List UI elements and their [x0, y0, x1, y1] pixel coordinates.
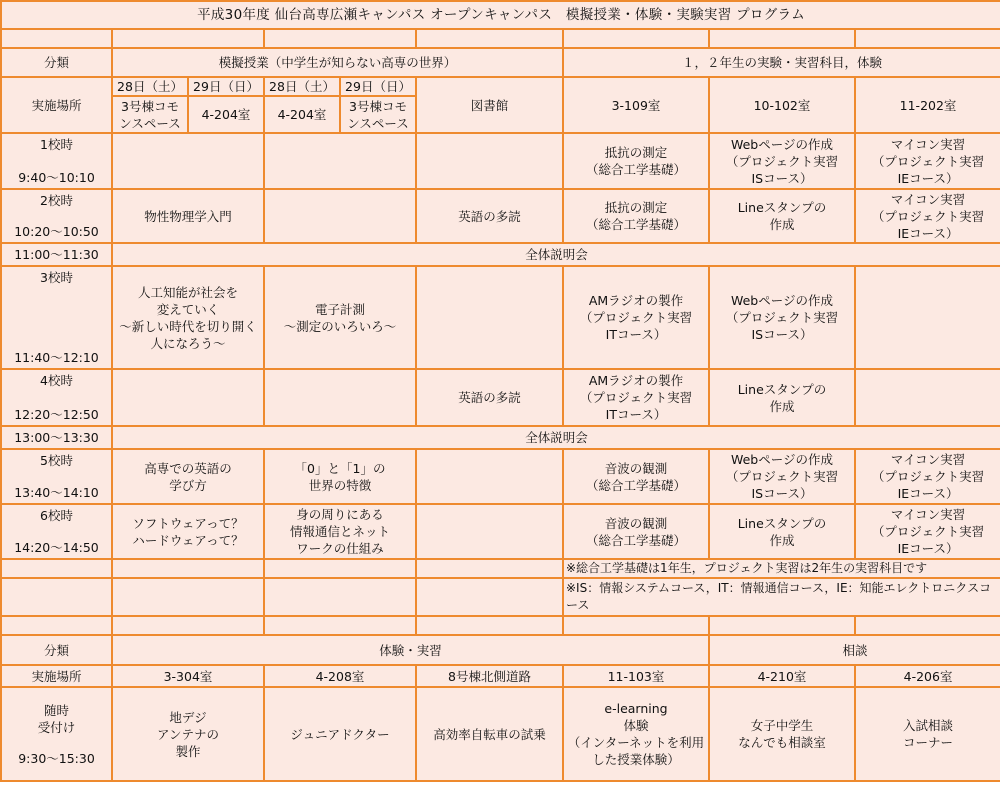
activity-cell: 地デジ アンテナの 製作 [112, 687, 264, 781]
place-cell: 4-204室 [188, 96, 264, 133]
mogi-cell [112, 133, 264, 189]
table-row [1, 266, 1000, 369]
mogi-cell: 高専での英語の 学び方 [112, 449, 264, 504]
spacer-cell [112, 559, 264, 578]
program-cell: AMラジオの製作 （プロジェクト実習 ITコース） [563, 266, 709, 369]
table-row [1, 189, 1000, 243]
activity-cell: ジュニアドクター [264, 687, 416, 781]
spacer-cell [264, 578, 416, 616]
mogi-cell [112, 369, 264, 426]
program-cell: 英語の多読 [416, 369, 563, 426]
period-label [1, 133, 112, 189]
page-title: 平成30年度 仙台高専広瀬キャンパス オープンキャンパス 模擬授業・体験・実験実習 プログラム [1, 1, 1000, 29]
period-time: 13:40～14:10 [14, 485, 99, 500]
program-cell [416, 133, 563, 189]
period-time: 14:20～14:50 [14, 540, 99, 555]
program-cell: マイコン実習 （プロジェクト実習 IEコース） [855, 133, 1000, 189]
place-cell: 3号棟コモンスペース [112, 96, 188, 133]
mogi-cell [264, 369, 416, 426]
period-name: 3校時 [40, 270, 73, 285]
place-cell: 4-208室 [264, 665, 416, 687]
note-text: ※IS：情報システムコース，IT：情報通信コース，IE：知能エレクトロニクスコース [563, 578, 1000, 616]
program-cell: 抵抗の測定 （総合工学基礎） [563, 189, 709, 243]
date-cell: 28日（土） [112, 77, 188, 96]
place-cell: 3号棟コモンスペース [340, 96, 416, 133]
place-label: 実施場所 [1, 665, 112, 687]
period-name: 6校時 [40, 508, 73, 523]
place-cell: 4-204室 [264, 96, 340, 133]
program-cell: マイコン実習 （プロジェクト実習 IEコース） [855, 504, 1000, 559]
table-row [1, 449, 1000, 504]
program-cell [855, 266, 1000, 369]
mogi-cell [264, 133, 416, 189]
spacer-cell [416, 559, 563, 578]
period-label [1, 189, 112, 243]
program-cell [416, 504, 563, 559]
spacer-cell [1, 559, 112, 578]
spacer-cell [112, 616, 264, 635]
mogi-cell: 電子計測 ～測定のいろいろ～ [264, 266, 416, 369]
spacer-cell [112, 29, 264, 48]
period-label [1, 369, 112, 426]
note-text: ※総合工学基礎は1年生，プロジェクト実習は2年生の実習科目です [563, 559, 1000, 578]
table-row [1, 635, 1000, 665]
table-row [1, 559, 1000, 578]
place-cell: 4-206室 [855, 665, 1000, 687]
place-cell: 3-109室 [563, 77, 709, 133]
table-row [1, 133, 1000, 189]
place-cell: 4-210室 [709, 665, 855, 687]
break-time: 13:00～13:30 [1, 426, 112, 449]
taiken-header: 体験・実習 [112, 635, 709, 665]
program-cell: マイコン実習 （プロジェクト実習 IEコース） [855, 449, 1000, 504]
spacer-cell [563, 29, 709, 48]
period-name: 4校時 [40, 373, 73, 388]
place-cell: 10-102室 [709, 77, 855, 133]
period-label [1, 449, 112, 504]
uketsuke-time: 9:30～15:30 [18, 750, 95, 766]
spacer-cell [709, 616, 855, 635]
period-label [1, 504, 112, 559]
program-cell: AMラジオの製作 （プロジェクト実習 ITコース） [563, 369, 709, 426]
spacer-cell [1, 29, 112, 48]
date-cell: 29日（日） [340, 77, 416, 96]
mogi-cell: 身の周りにある 情報通信とネット ワークの仕組み [264, 504, 416, 559]
program-cell: 抵抗の測定 （総合工学基礎） [563, 133, 709, 189]
break-label: 全体説明会 [112, 243, 1000, 266]
date-cell: 29日（日） [188, 77, 264, 96]
activity-cell: 入試相談 コーナー [855, 687, 1000, 781]
period-name: 2校時 [40, 193, 73, 208]
break-label: 全体説明会 [112, 426, 1000, 449]
break-time: 11:00～11:30 [1, 243, 112, 266]
spacer-cell [709, 29, 855, 48]
table-row [1, 29, 1000, 48]
program-cell: 音波の観測 （総合工学基礎） [563, 449, 709, 504]
mogi-header: 模擬授業（中学生が知らない高専の世界） [112, 48, 563, 77]
spacer-cell [264, 559, 416, 578]
category-label: 分類 [1, 48, 112, 77]
date-cell: 28日（土） [264, 77, 340, 96]
spacer-cell [563, 616, 709, 635]
table-row [1, 687, 1000, 781]
program-cell: Webページの作成 （プロジェクト実習 ISコース） [709, 266, 855, 369]
mogi-cell: 人工知能が社会を 変えていく ～新しい時代を切り開く 人になろう～ [112, 266, 264, 369]
program-cell: Lineスタンプの 作成 [709, 504, 855, 559]
uketsuke-cell [1, 687, 112, 781]
table-row [1, 578, 1000, 616]
program-cell: Lineスタンプの 作成 [709, 369, 855, 426]
spacer-cell [1, 616, 112, 635]
period-label [1, 266, 112, 369]
program-cell [855, 369, 1000, 426]
place-cell: 8号棟北側道路 [416, 665, 563, 687]
period-name: 1校時 [40, 137, 73, 152]
period-time: 12:20～12:50 [14, 407, 99, 422]
spacer-cell [416, 578, 563, 616]
table-row [1, 616, 1000, 635]
period-name: 5校時 [40, 453, 73, 468]
table-row [1, 504, 1000, 559]
table-row [1, 243, 1000, 266]
mogi-cell: 物性物理学入門 [112, 189, 264, 243]
period-time: 9:40～10:10 [18, 170, 95, 185]
spacer-cell [416, 616, 563, 635]
activity-cell: e-learning 体験 （インターネットを利用した授業体験） [563, 687, 709, 781]
spacer-cell [264, 616, 416, 635]
spacer-cell [1, 578, 112, 616]
program-cell [416, 266, 563, 369]
program-cell: Webページの作成 （プロジェクト実習 ISコース） [709, 449, 855, 504]
program-cell: 音波の観測 （総合工学基礎） [563, 504, 709, 559]
jikken-header: １，２年生の実験・実習科目，体験 [563, 48, 1000, 77]
spacer-cell [855, 29, 1000, 48]
spacer-cell [112, 578, 264, 616]
table-row [1, 48, 1000, 77]
table-row [1, 426, 1000, 449]
place-cell: 11-103室 [563, 665, 709, 687]
place-cell: 3-304室 [112, 665, 264, 687]
table-row [1, 1, 1000, 29]
table-row [1, 77, 1000, 96]
table-row [1, 665, 1000, 687]
uketsuke-label: 随時 受付け [37, 702, 76, 735]
spacer-cell [416, 29, 563, 48]
program-cell: Lineスタンプの 作成 [709, 189, 855, 243]
program-cell: 英語の多読 [416, 189, 563, 243]
period-time: 11:40～12:10 [14, 350, 99, 365]
program-cell: Webページの作成 （プロジェクト実習 ISコース） [709, 133, 855, 189]
activity-cell: 女子中学生 なんでも相談室 [709, 687, 855, 781]
mogi-cell: ソフトウェアって？ ハードウェアって？ [112, 504, 264, 559]
mogi-cell: 「0」と「1」の 世界の特徴 [264, 449, 416, 504]
category-label: 分類 [1, 635, 112, 665]
spacer-cell [264, 29, 416, 48]
soudan-header: 相談 [709, 635, 1000, 665]
spacer-cell [855, 616, 1000, 635]
program-cell [416, 449, 563, 504]
table-row [1, 369, 1000, 426]
period-time: 10:20～10:50 [14, 224, 99, 239]
activity-cell: 高効率自転車の試乗 [416, 687, 563, 781]
place-cell: 図書館 [416, 77, 563, 133]
place-label: 実施場所 [1, 77, 112, 133]
place-cell: 11-202室 [855, 77, 1000, 133]
mogi-cell [264, 189, 416, 243]
program-cell: マイコン実習 （プロジェクト実習 IEコース） [855, 189, 1000, 243]
